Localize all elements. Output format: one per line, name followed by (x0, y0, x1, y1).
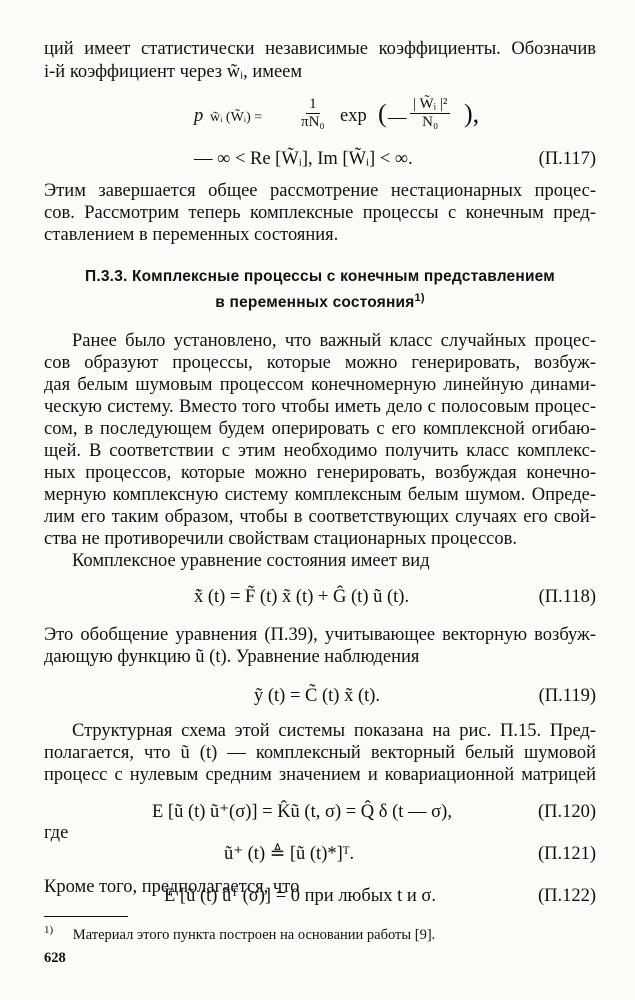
text-line: дающую функцию ũ (t). Уравнение наблюдения (44, 647, 420, 667)
text-line: сов. Рассмотрим теперь комплексные процессы с конечным пред- (44, 203, 596, 223)
text-line: щей. В соответствии с этим необходимо получить класс комплекс- (44, 441, 596, 461)
equation-body: ũ⁺ (t) ≜ [ũ (t)*]ᵀ. (224, 844, 355, 864)
text-line: ства не противоречили свойствам стационарных процессов. (44, 529, 517, 549)
fraction-numerator: | W̃ᵢ |² (410, 96, 450, 114)
text-line: Структурная схема этой системы показана на рис. П.15. Пред- (72, 721, 596, 741)
equation-117-line1 (44, 96, 596, 136)
fraction-numerator: 1 (306, 96, 320, 114)
text-line: дая белым шумовым процессом конечномерную линейную динами- (44, 375, 596, 395)
text-line: сов образуют процессы, которые можно генерировать, возбуж- (44, 353, 596, 373)
text-line: мерную комплексную систему комплексным белым шумом. Опреде- (44, 485, 596, 505)
equation-fraction (296, 96, 330, 131)
equation-exp: exp (340, 106, 367, 126)
footnote-rule (44, 916, 128, 917)
text-line: Кроме того, предполагается, что (44, 877, 300, 897)
text-line: ций имеет статистически независимые коэффициенты. Обозначив (44, 39, 596, 59)
equation-body: E [ũ (t) ũᵀ (σ)] = 0 при любых t и σ. (164, 886, 436, 906)
equation-number: (П.117) (538, 149, 596, 169)
paren-close: ), (464, 99, 480, 128)
text-line: процесс с нулевым средним значением и ковариационной матрицей (44, 765, 596, 785)
text-line: ставлением в переменных состояния. (44, 225, 339, 245)
equation-body: ỹ (t) = C̃ (t) x̃ (t). (254, 686, 381, 706)
equation-lhs: p (194, 106, 204, 126)
equation-subscript: w̃ᵢ (W̃ᵢ) = (210, 110, 263, 125)
minus-sign: — (388, 108, 407, 128)
section-heading-line1: П.3.3. Комплексные процессы с конечным представлением (85, 268, 555, 285)
page-number: 628 (44, 950, 66, 966)
equation-number: (П.118) (538, 587, 596, 607)
fraction-denominator: N₀ (422, 114, 439, 130)
text-line: ных процессов, которые можно генерировать, возбуждая конечно- (44, 463, 596, 483)
footnote-marker: 1) (414, 292, 425, 304)
equation-body: E [ũ (t) ũ⁺(σ)] = K̂ũ (t, σ) = Q̂ δ (t — σ), (152, 802, 452, 822)
text-line: полагается, что ũ (t) — комплексный векторный белый шумовой (44, 743, 596, 763)
footnote-mark: 1) (44, 924, 54, 936)
equation-number: (П.121) (537, 844, 596, 864)
equation-body: — ∞ < Re [W̃ᵢ], Im [W̃ᵢ] < ∞. (194, 149, 413, 169)
equation-number: (П.122) (537, 886, 596, 906)
text-line: Комплексное уравнение состояния имеет вид (72, 551, 430, 571)
equation-fraction-2 (408, 96, 452, 131)
text-line: лим его таким образом, чтобы в соответствующих случаях его свой- (44, 507, 596, 527)
text-line: Этим завершается общее рассмотрение нестационарных процес- (44, 181, 596, 201)
section-heading-line2 (44, 287, 596, 314)
fraction-denominator: πN₀ (301, 114, 325, 130)
text-line: где (44, 823, 69, 843)
section-heading-text: в переменных состояния (215, 294, 415, 312)
text-line: i-й коэффициент через w̃ᵢ, имеем (44, 62, 303, 82)
footnote-text: Материал этого пункта построен на основании работы [9]. (72, 926, 436, 943)
text-line: Это обобщение уравнения (П.39), учитывающее векторную возбуж- (44, 625, 596, 645)
equation-number: (П.120) (537, 802, 596, 822)
equation-number: (П.119) (538, 686, 596, 706)
text-line: ческую систему. Вместо того чтобы иметь дело с полосовым процес- (44, 397, 596, 417)
text-line: Ранее было установлено, что важный класс случайных процес- (72, 331, 596, 351)
text-line: сом, в последующем будем оперировать с его комплексной огибаю- (44, 419, 596, 439)
equation-body: x̃̇ (t) = F̃ (t) x̃ (t) + Ĝ (t) ũ (t). (194, 587, 410, 607)
paren-open: ( (378, 99, 387, 128)
footnote (44, 924, 435, 944)
